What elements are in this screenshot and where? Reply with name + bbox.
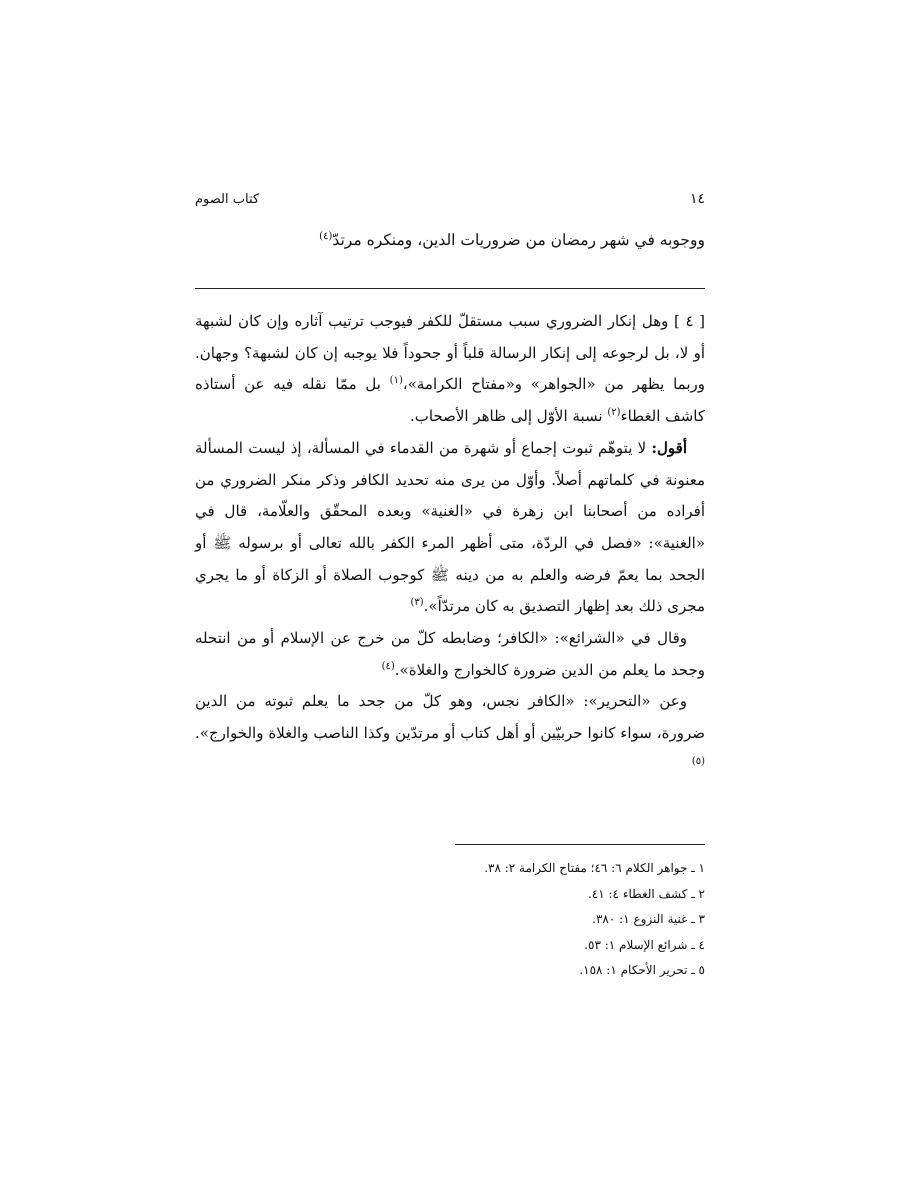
page-number: ١٤ bbox=[689, 191, 705, 207]
footnote-item: ٤ ـ شرائع الإسلام ١: ٥٣. bbox=[584, 937, 705, 952]
footnote-marker: (٢) bbox=[607, 407, 621, 419]
footnote-marker: (٤) bbox=[381, 660, 395, 672]
paragraph-text: [ ٤ ] وهل إنكار الضروري سبب مستقلّ للكفر فيوجب ترتيب آثاره وإن كان لشبهة أو لا، بل لرجوعه إلى إنكار الرسالة قلباً أو جحوداً فلا يوجبه إن كان لشبهة؟ وجهان. وربما يظهر من «الجواهر» و«مفتاح الكرامة»، bbox=[195, 312, 706, 394]
commentary-paragraph-2 bbox=[195, 433, 705, 623]
book-title: كتاب الصوم bbox=[195, 191, 260, 207]
running-header bbox=[195, 188, 705, 210]
footnote-separator bbox=[455, 844, 705, 845]
commentary-section bbox=[195, 306, 705, 782]
main-text bbox=[195, 226, 705, 254]
paragraph-text: وعن «التحرير»: «الكافر نجس، وهو كلّ من جحد ما يعلم ثبوته من الدين ضرورة، سواء كانوا حربيّين أو أهل كتاب أو مرتدّين وكذا الناصب والغلاة والخوارج». bbox=[195, 692, 705, 743]
footnote-marker: (١) bbox=[389, 375, 403, 387]
footnote-marker: (٣) bbox=[410, 597, 424, 609]
paragraph-text: لا يتوهّم ثبوت إجماع أو شهرة من القدماء في المسألة، إذ ليست المسألة معنونة في كلماتهم أصلاً. وأوّل من يرى منه تحديد الكافر وذكر منكر الضروري من أفراده من أصحابنا ابن زهرة في «الغنية» وبعده المحقّق والعلّامة، قال في «الغنية»: «فصل في الردّة، متى أظهر المرء الكفر بالله تعالى أو برسوله ﷺ أو الجحد بما يعمّ فرضه والعلم به من دينه ﷺ كوجوب الصلاة أو الزكاة أو ما يجري مجرى ذلك بعد إظهار التصديق به كان مرتدّاً». bbox=[195, 438, 705, 616]
footnote-item: ٣ ـ غنية النزوع ١: ٣٨٠. bbox=[592, 912, 705, 926]
separator-rule bbox=[195, 288, 705, 289]
footnote-marker: (٤) bbox=[319, 230, 333, 242]
footnotes bbox=[195, 856, 705, 984]
footnote-item: ٥ ـ تحرير الأحكام ١: ١٥٨. bbox=[579, 963, 705, 977]
paragraph-text: بل ممّا نقله فيه عن أستاذه كاشف الغطاء bbox=[195, 375, 705, 426]
footnote-item: ٢ ـ كشف الغطاء ٤: ٤١. bbox=[587, 886, 705, 901]
commentary-paragraph-1 bbox=[195, 306, 705, 433]
main-text-line: ووجوبه في شهر رمضان من ضروريات الدين، ومنكره مرتدّ bbox=[332, 231, 705, 249]
bold-lead-word: أقول: bbox=[651, 438, 687, 457]
paragraph-text: نسبة الأوّل إلى ظاهر الأصحاب. bbox=[409, 407, 608, 426]
commentary-paragraph-3 bbox=[195, 623, 705, 686]
footnote-item: ١ ـ جواهر الكلام ٦: ٤٦؛ مفتاح الكرامة ٢: ٣٨. bbox=[484, 861, 705, 875]
footnote-marker: (٥) bbox=[691, 755, 705, 767]
paragraph-text: وقال في «الشرائع»: «الكافر؛ وضابطه كلّ من خرج عن الإسلام أو من انتحله وجحد ما يعلم من الدين ضرورة كالخوارج والغلاة». bbox=[195, 629, 705, 679]
commentary-paragraph-4 bbox=[195, 686, 705, 781]
